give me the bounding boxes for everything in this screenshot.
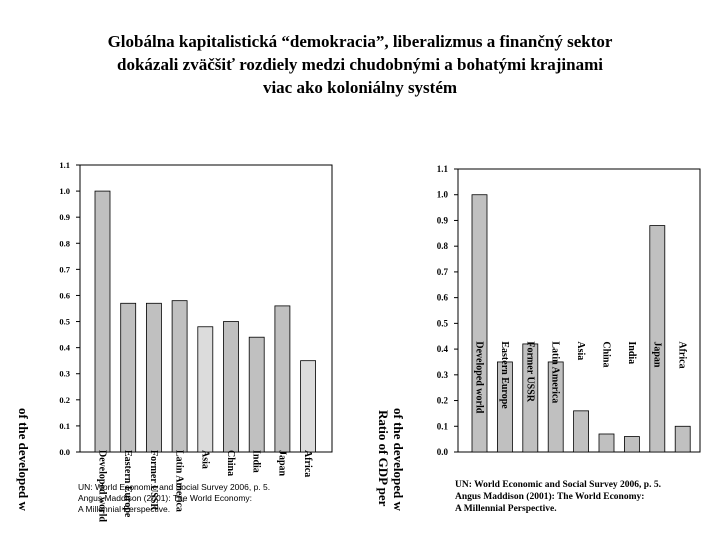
chart1-category-label: Eastern Europe [122, 450, 134, 518]
chart1-bar [224, 322, 239, 452]
chart2-ylabel-1: of the developed w [391, 408, 406, 511]
chart2-bar [650, 226, 665, 452]
chart1-ytick-label: 0.1 [59, 420, 70, 431]
chart2-source [455, 479, 661, 515]
chart2-ytick-label: 0.1 [436, 421, 448, 432]
title-line: viac ako koloniálny systém [262, 78, 458, 97]
chart2-bar [599, 434, 614, 452]
title-line: Globálna kapitalistická “demokracia”, liberalizmus a finančný sektor [107, 32, 613, 51]
chart2-category-label: Eastern Europe [498, 341, 510, 409]
chart1-ytick-label: 0.8 [59, 238, 70, 249]
chart1-bar [301, 361, 316, 452]
chart2-ytick-label: 0.4 [436, 344, 448, 355]
chart2-category-label: Asia [575, 341, 587, 361]
chart1-category-label: Asia [199, 450, 211, 469]
chart2-ylabel-2: Ratio of GDP per [376, 410, 391, 507]
chart1-category-label: Former USSR [147, 450, 159, 511]
source-line: UN: World Economic and Social Survey 2006, p. 5. [455, 480, 661, 490]
chart1-category-label: Japan [276, 450, 288, 477]
source-line: A Millennial Perspective. [78, 504, 171, 514]
chart1-ytick-label: 0.6 [59, 290, 70, 301]
chart2-ytick-label: 0.5 [436, 318, 448, 329]
chart1-category-label: India [250, 450, 262, 473]
chart1-ytick-label: 1.1 [59, 160, 70, 170]
chart2-ytick-label: 0.3 [436, 369, 448, 380]
source-line: UN: World Economic and Social Survey 2006, p. 5. [78, 482, 271, 492]
chart2-category-label: Africa [676, 341, 688, 369]
chart1-bar [95, 191, 110, 452]
title-line: dokázali zväčšiť rozdiely medzi chudobnými a bohatými krajinami [117, 55, 603, 74]
source-line: Angus Maddison (2001): The World Economy: [78, 493, 253, 503]
chart1-source [78, 482, 270, 515]
chart1-bar [198, 327, 213, 452]
chart2-category-label: China [600, 341, 612, 368]
chart1-bar [172, 301, 187, 452]
chart1-bar [121, 303, 136, 452]
chart2-category-label: Latin America [549, 341, 561, 404]
chart1-ytick-label: 0.2 [59, 394, 70, 405]
chart2-category-label: India [625, 341, 637, 365]
chart1-category-label: China [225, 450, 236, 477]
chart2-bar [472, 195, 487, 452]
chart1-category-label: Africa [302, 450, 314, 478]
chart2-category-label: Former USSR [524, 341, 536, 403]
chart1-ytick-label: 0.3 [59, 368, 70, 379]
chart1-ylabel: of the developed w [16, 408, 31, 511]
chart1-bar [146, 303, 161, 452]
chart2-bar [624, 437, 639, 452]
chart2-ytick-label: 1.1 [436, 164, 448, 174]
chart2-bar [675, 426, 690, 452]
chart1-bar [275, 306, 290, 452]
chart1-ytick-label: 1.0 [59, 186, 70, 197]
chart2-ytick-label: 0.8 [436, 241, 448, 252]
chart2-ytick-label: 1.0 [436, 189, 448, 200]
chart1-ytick-label: 0.0 [59, 447, 70, 457]
chart2-ytick-label: 0.2 [436, 395, 448, 406]
chart2-category-label: Developed world [473, 341, 485, 414]
source-line: Angus Maddison (2001): The World Economy: [455, 492, 645, 502]
chart1-ytick-label: 0.7 [59, 264, 70, 275]
chart2-bar [574, 411, 589, 452]
chart1-category-label: Latin America [173, 450, 185, 512]
chart1-bar [249, 337, 264, 452]
chart1-ytick-label: 0.9 [59, 212, 70, 223]
chart1-ytick-label: 0.5 [59, 316, 70, 327]
chart2-ytick-label: 0.0 [436, 447, 448, 457]
source-line: A Millennial Perspective. [455, 504, 557, 514]
chart2-category-label: Japan [651, 341, 663, 368]
chart2-ytick-label: 0.7 [436, 266, 448, 277]
chart2-ytick-label: 0.6 [436, 292, 448, 303]
chart1-category-label: Developed world [96, 450, 108, 522]
chart1-ytick-label: 0.4 [59, 342, 70, 353]
chart2-ytick-label: 0.9 [436, 215, 448, 226]
